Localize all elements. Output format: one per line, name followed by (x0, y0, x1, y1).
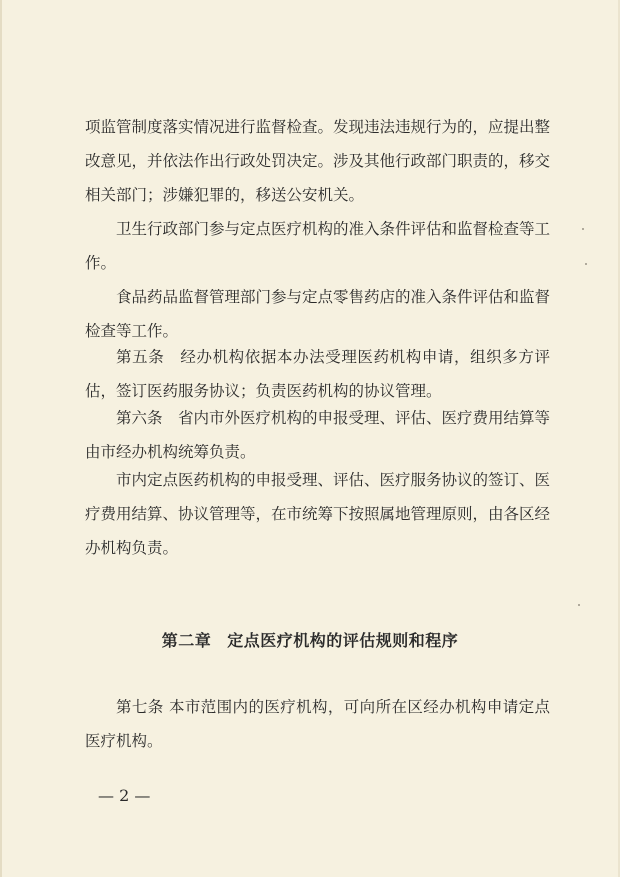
chapter-heading (0, 626, 620, 656)
paragraph-supervision-continued: 项监管制度落实情况进行监督检查。发现违法违规行为的，应提出整改意见，并依法作出行政处罚决定。涉及其他行政部门职责的，移交相关部门；涉嫌犯罪的，移送公安机关。 (85, 118, 551, 204)
paragraph-local-institutions: 市内定点医药机构的申报受理、评估、医疗服务协议的签订、医疗费用结算、协议管理等，在市统筹下按照属地管理原则，由各区经办机构负责。 (85, 471, 551, 557)
scan-speck (585, 263, 587, 265)
scan-speck (582, 228, 584, 230)
page-number: — 2 — (98, 786, 151, 805)
chapter-number: 第二章 (161, 631, 212, 650)
paragraph-article-7: 第七条 本市范围内的医疗机构，可向所在区经办机构申请定点医疗机构。 (85, 698, 550, 750)
paragraph-article-5: 第五条 经办机构依据本办法受理医药机构申请，组织多方评估，签订医药服务协议；负责医药机构的协议管理。 (85, 348, 550, 400)
paragraph-health-department: 卫生行政部门参与定点医疗机构的准入条件评估和监督检查等工作。 (85, 220, 551, 272)
chapter-title-text: 定点医疗机构的评估规则和程序 (227, 631, 459, 650)
paragraph-article-6: 第六条 省内市外医疗机构的申报受理、评估、医疗费用结算等由市经办机构统筹负责。 (85, 409, 551, 461)
scan-speck (578, 604, 580, 606)
paragraph-food-drug-department: 食品药品监督管理部门参与定点零售药店的准入条件评估和监督检查等工作。 (85, 288, 551, 340)
